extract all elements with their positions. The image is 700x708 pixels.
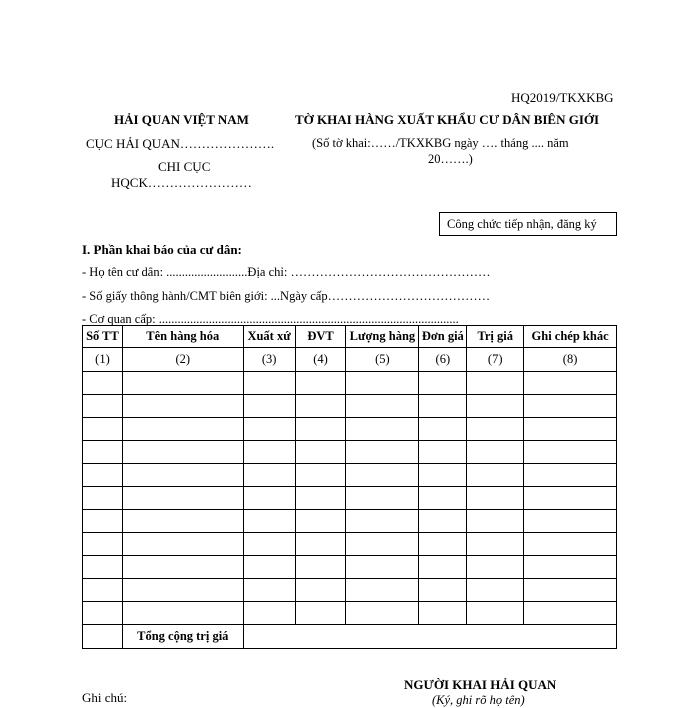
column-header: Xuất xứ [243, 326, 295, 348]
table-row [83, 579, 617, 602]
table-cell[interactable] [467, 464, 524, 487]
table-cell[interactable] [243, 556, 295, 579]
table-cell[interactable] [524, 441, 617, 464]
table-cell[interactable] [243, 464, 295, 487]
form-code: HQ2019/TKXKBG [511, 90, 614, 105]
table-cell[interactable] [419, 372, 467, 395]
table-cell[interactable] [122, 372, 243, 395]
table-cell[interactable] [295, 464, 346, 487]
column-number: (6) [419, 348, 467, 372]
table-cell[interactable] [83, 441, 123, 464]
table-cell[interactable] [467, 372, 524, 395]
table-cell[interactable] [295, 418, 346, 441]
column-number: (2) [122, 348, 243, 372]
table-cell[interactable] [467, 533, 524, 556]
travel-document-line[interactable]: - Số giấy thông hành/CMT biên giới: ...Ngày cấp………………………………… [82, 289, 491, 303]
table-cell[interactable] [346, 510, 419, 533]
customs-department: CỤC HẢI QUAN…………………. [86, 136, 275, 151]
column-header: Số TT [83, 326, 123, 348]
table-cell[interactable] [346, 418, 419, 441]
table-cell[interactable] [83, 579, 123, 602]
column-number: (4) [295, 348, 346, 372]
table-cell[interactable] [467, 395, 524, 418]
form-title: TỜ KHAI HÀNG XUẤT KHẨU CƯ DÂN BIÊN GIỚI [295, 112, 600, 127]
table-cell[interactable] [243, 487, 295, 510]
table-cell[interactable] [467, 579, 524, 602]
officer-stamp-box [439, 212, 617, 236]
table-row [83, 395, 617, 418]
table-cell[interactable] [122, 487, 243, 510]
table-cell[interactable] [122, 441, 243, 464]
table-cell[interactable] [524, 510, 617, 533]
table-cell[interactable] [467, 418, 524, 441]
table-cell[interactable] [524, 533, 617, 556]
table-row [83, 372, 617, 395]
table-cell[interactable] [295, 395, 346, 418]
column-header: Đơn giá [419, 326, 467, 348]
table-cell[interactable] [346, 533, 419, 556]
table-cell[interactable] [83, 395, 123, 418]
goods-table [82, 325, 617, 649]
table-cell[interactable] [122, 579, 243, 602]
table-cell[interactable] [524, 418, 617, 441]
table-row [83, 602, 617, 625]
table-cell[interactable] [346, 602, 419, 625]
table-cell[interactable] [83, 533, 123, 556]
total-value-cell[interactable] [243, 625, 616, 649]
officer-stamp-label: Công chức tiếp nhận, đăng ký [447, 217, 597, 231]
table-cell[interactable] [346, 487, 419, 510]
table-cell[interactable] [83, 510, 123, 533]
declarant-title: NGƯỜI KHAI HẢI QUAN [404, 677, 557, 692]
table-cell[interactable] [83, 487, 123, 510]
table-cell[interactable] [83, 418, 123, 441]
table-cell[interactable] [419, 556, 467, 579]
table-cell[interactable] [295, 533, 346, 556]
table-cell[interactable] [243, 579, 295, 602]
table-cell[interactable] [524, 372, 617, 395]
table-cell[interactable] [83, 556, 123, 579]
total-row [83, 625, 617, 649]
table-cell[interactable] [419, 395, 467, 418]
declarant-signature-hint: (Ký, ghi rõ họ tên) [432, 693, 525, 707]
table-cell[interactable] [524, 487, 617, 510]
table-cell[interactable] [295, 556, 346, 579]
table-cell[interactable] [346, 372, 419, 395]
table-cell[interactable] [419, 579, 467, 602]
table-cell[interactable] [467, 556, 524, 579]
column-header: ĐVT [295, 326, 346, 348]
table-cell[interactable] [295, 602, 346, 625]
table-cell[interactable] [524, 395, 617, 418]
column-header: Lượng hàng [346, 326, 419, 348]
table-cell[interactable] [419, 418, 467, 441]
column-number-row [83, 348, 617, 372]
table-row [83, 556, 617, 579]
table-cell[interactable] [295, 510, 346, 533]
table-cell[interactable] [346, 441, 419, 464]
table-cell[interactable] [243, 441, 295, 464]
goods-rows [83, 372, 617, 625]
table-header-row [83, 326, 617, 348]
table-row [83, 533, 617, 556]
table-cell[interactable] [295, 372, 346, 395]
table-cell[interactable] [122, 533, 243, 556]
table-cell[interactable] [524, 602, 617, 625]
column-header: Trị giá [467, 326, 524, 348]
table-cell[interactable] [419, 487, 467, 510]
declaration-number-line2: 20…….) [428, 152, 473, 166]
column-number: (7) [467, 348, 524, 372]
border-checkpoint: HQCK…………………… [111, 175, 252, 190]
customs-subdepartment: CHI CỤC [158, 159, 211, 174]
total-label: Tổng cộng trị giá [122, 625, 243, 649]
table-cell[interactable] [83, 464, 123, 487]
table-cell[interactable] [419, 464, 467, 487]
table-cell[interactable] [346, 556, 419, 579]
table-cell[interactable] [122, 510, 243, 533]
table-cell[interactable] [467, 510, 524, 533]
table-row [83, 464, 617, 487]
agency-name: HẢI QUAN VIỆT NAM [114, 112, 249, 127]
table-cell[interactable] [419, 510, 467, 533]
table-cell[interactable] [295, 579, 346, 602]
table-cell[interactable] [122, 556, 243, 579]
table-row [83, 510, 617, 533]
table-cell[interactable] [295, 441, 346, 464]
table-cell[interactable] [346, 464, 419, 487]
total-empty-cell [83, 625, 123, 649]
table-cell[interactable] [467, 441, 524, 464]
table-row [83, 441, 617, 464]
table-cell[interactable] [243, 602, 295, 625]
table-row [83, 487, 617, 510]
table-cell[interactable] [346, 579, 419, 602]
table-cell[interactable] [122, 464, 243, 487]
table-cell[interactable] [419, 441, 467, 464]
declaration-number-line1: (Số tờ khai:……/TKXKBG ngày …. tháng .... năm [312, 136, 569, 150]
table-cell[interactable] [524, 556, 617, 579]
table-cell[interactable] [467, 602, 524, 625]
table-cell[interactable] [524, 464, 617, 487]
note-label: Ghi chú: [82, 690, 128, 705]
table-cell[interactable] [122, 395, 243, 418]
column-header: Tên hàng hóa [122, 326, 243, 348]
column-number: (3) [243, 348, 295, 372]
column-number: (8) [524, 348, 617, 372]
table-cell[interactable] [295, 487, 346, 510]
column-number: (1) [83, 348, 123, 372]
table-cell[interactable] [122, 418, 243, 441]
resident-name-address-line[interactable]: - Họ tên cư dân: ..........................Địa chỉ: ………………………………………… [82, 265, 491, 279]
table-cell[interactable] [346, 395, 419, 418]
table-cell[interactable] [243, 395, 295, 418]
table-cell[interactable] [524, 579, 617, 602]
table-cell[interactable] [243, 533, 295, 556]
table-cell[interactable] [243, 372, 295, 395]
column-header: Ghi chép khác [524, 326, 617, 348]
table-cell[interactable] [122, 602, 243, 625]
column-number: (5) [346, 348, 419, 372]
table-cell[interactable] [83, 372, 123, 395]
table-cell[interactable] [419, 533, 467, 556]
table-cell[interactable] [83, 602, 123, 625]
table-row [83, 418, 617, 441]
table-cell[interactable] [419, 602, 467, 625]
issuing-authority-line[interactable]: - Cơ quan cấp: ................................................................................................ [82, 312, 459, 326]
section-heading: I. Phần khai báo của cư dân: [82, 242, 242, 257]
table-cell[interactable] [243, 510, 295, 533]
table-cell[interactable] [243, 418, 295, 441]
table-cell[interactable] [467, 487, 524, 510]
